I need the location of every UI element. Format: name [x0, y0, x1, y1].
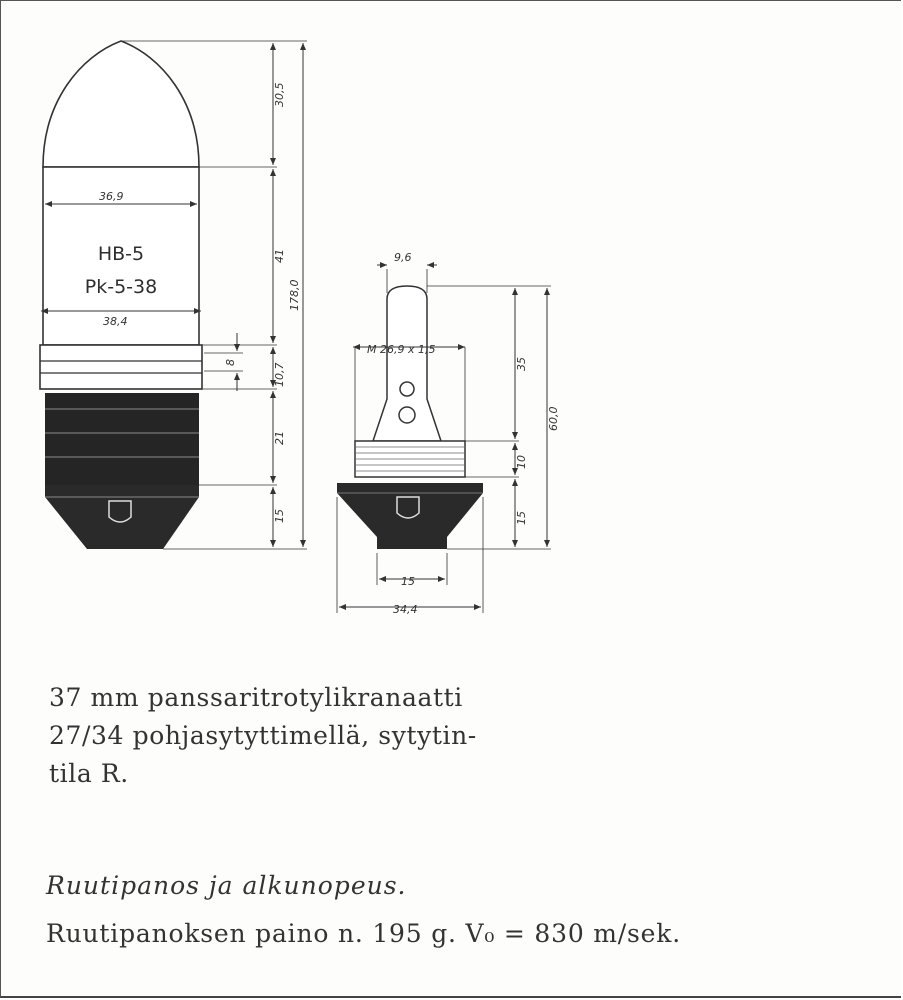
dim-tail-height: 15 — [273, 509, 286, 523]
dim-nose-height: 30,5 — [273, 82, 286, 107]
shell-nose — [43, 41, 199, 167]
dim-body-diameter: 36,9 — [99, 190, 124, 203]
dim-band-width: 8 — [224, 359, 237, 366]
charge-weight-velocity: Ruutipanoksen paino n. 195 g. V₀ = 830 m/sek. — [46, 919, 681, 948]
dim-fuze-bottom-width: 15 — [401, 575, 415, 588]
dim-fuze-head-width: 9,6 — [394, 251, 412, 264]
fuze-drawing — [337, 251, 560, 616]
dim-total-height: 178,0 — [288, 279, 301, 311]
charge-heading: Ruutipanos ja alkunopeus. — [46, 871, 407, 900]
dim-band-height: 10,7 — [273, 362, 286, 387]
dim-fuze-head-height: 35 — [515, 357, 528, 371]
caption-line: 27/34 pohjasytyttimellä, sytytin- — [49, 721, 477, 750]
caption-line: 37 mm panssaritrotylikranaatti — [49, 683, 463, 712]
dim-base-height: 21 — [273, 431, 286, 445]
shell-label-type: HB-5 — [97, 243, 145, 265]
shell-base — [45, 393, 199, 485]
shell-label-model: Pk-5-38 — [84, 276, 158, 298]
shell-drawing — [40, 41, 307, 549]
shell-rotating-band — [40, 345, 202, 389]
dim-band-diameter: 38,4 — [103, 315, 128, 328]
dim-fuze-total-height: 60,0 — [547, 406, 560, 431]
shell-tail — [45, 485, 199, 549]
dim-fuze-flange-width: 34,4 — [393, 603, 418, 616]
dim-cylinder-height: 41 — [273, 249, 286, 263]
dim-fuze-thread: M 26,9 x 1,5 — [367, 343, 436, 356]
dim-fuze-base-height: 15 — [515, 511, 528, 525]
dim-fuze-thread-height: 10 — [515, 455, 528, 469]
technical-drawing — [1, 1, 902, 661]
drawing-caption — [49, 679, 609, 793]
caption-line: tila R. — [49, 759, 129, 788]
